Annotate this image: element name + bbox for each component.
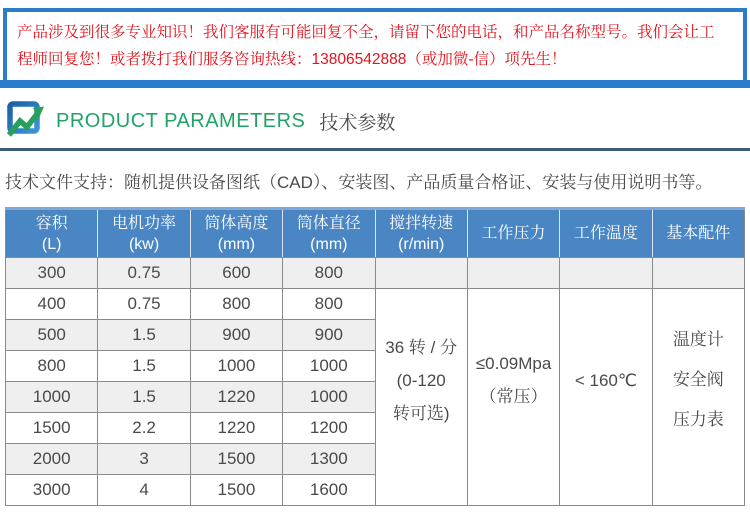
notice-banner [3, 8, 747, 80]
temperature-line: < 160℃ [574, 370, 637, 390]
section-divider [0, 148, 750, 151]
cell-volume: 500 [6, 320, 98, 351]
cell-height: 1220 [190, 382, 282, 413]
cell-volume: 1000 [6, 382, 98, 413]
section-title-zh: 技术参数 [319, 112, 396, 134]
cell-height: 900 [190, 320, 282, 351]
cell-height: 1500 [190, 444, 282, 475]
merged-cell-stir-speed [375, 289, 467, 506]
section-title-en: PRODUCT PARAMETERS [56, 109, 306, 132]
cell-volume: 2000 [6, 444, 98, 475]
speed-line: (0-120 [396, 370, 446, 390]
header-label: 容积 [35, 214, 68, 232]
cell-height: 600 [190, 258, 282, 289]
cell-power: 2.2 [98, 413, 190, 444]
empty-cell [467, 258, 559, 289]
cell-height: 1220 [190, 413, 282, 444]
cell-height: 1000 [190, 351, 282, 382]
banner-bottom-bar [0, 80, 750, 88]
cell-diameter: 1300 [283, 444, 375, 475]
cell-height: 1500 [190, 475, 282, 506]
cell-volume: 1500 [6, 413, 98, 444]
pressure-line: ≤0.09Mpa [475, 354, 552, 373]
column-header-stir-speed [375, 209, 467, 258]
header-label: 筒体直径 [296, 214, 361, 232]
cell-power: 1.5 [98, 382, 190, 413]
column-header-motor-power [98, 209, 190, 258]
cell-volume: 300 [6, 258, 98, 289]
cell-diameter: 1600 [283, 475, 375, 506]
cell-volume: 800 [6, 351, 98, 382]
header-unit: (r/min) [398, 235, 445, 253]
cell-diameter: 1200 [283, 413, 375, 444]
pressure-line: （常压） [479, 387, 548, 406]
accessory-line: 安全阀 [672, 370, 724, 389]
header-label: 基本配件 [666, 225, 731, 242]
speed-line: 转可选) [392, 403, 450, 423]
header-unit: (mm) [217, 235, 256, 253]
header-label: 工作温度 [573, 225, 638, 242]
header-label: 筒体高度 [204, 214, 269, 232]
column-header-barrel-diameter [283, 209, 375, 258]
tech-support-text: 技术文件支持：随机提供设备图纸（CAD）、安装图、产品质量合格证、安装与使用说明书等。 [5, 173, 713, 192]
column-header-basic-accessories [652, 209, 744, 258]
spec-table-header [6, 209, 745, 258]
column-header-work-temperature [560, 209, 652, 258]
notice-line-2: 程师回复您！或者拨打我们服务咨询热线：13806542888（或加微-信）项先生！ [17, 51, 567, 68]
cell-diameter: 1000 [283, 351, 375, 382]
cell-power: 4 [98, 475, 190, 506]
cell-height: 800 [190, 289, 282, 320]
cell-diameter: 800 [283, 258, 375, 289]
merged-cell-work-temperature [560, 289, 652, 506]
column-header-work-pressure [467, 209, 559, 258]
header-unit: (kw) [128, 235, 160, 253]
cell-diameter: 1000 [283, 382, 375, 413]
accessory-line: 压力表 [672, 410, 724, 429]
cell-diameter: 900 [283, 320, 375, 351]
section-header [6, 100, 750, 142]
header-unit: (L) [41, 235, 62, 253]
header-label: 电机功率 [112, 214, 177, 232]
header-unit: (mm) [310, 235, 348, 253]
column-header-volume [6, 209, 98, 258]
header-label: 工作压力 [481, 225, 546, 242]
table-row [6, 258, 745, 289]
empty-cell [560, 258, 652, 289]
empty-cell [652, 258, 744, 289]
cell-power: 0.75 [98, 258, 190, 289]
header-label: 搅拌转速 [389, 214, 454, 232]
merged-cell-work-pressure [467, 289, 559, 506]
cell-power: 0.75 [98, 289, 190, 320]
cell-power: 1.5 [98, 320, 190, 351]
cell-power: 1.5 [98, 351, 190, 382]
cell-volume: 400 [6, 289, 98, 320]
spec-table-body [6, 258, 745, 506]
column-header-barrel-height [190, 209, 282, 258]
chart-zigzag-icon [6, 101, 46, 141]
merged-cell-accessories [652, 289, 744, 506]
empty-cell [375, 258, 467, 289]
cell-diameter: 800 [283, 289, 375, 320]
spec-table [5, 207, 745, 506]
notice-line-1: 产品涉及到很多专业知识！我们客服有可能回复不全，请留下您的电话，和产品名称型号。我们会让工 [17, 24, 715, 41]
cell-volume: 3000 [6, 475, 98, 506]
cell-power: 3 [98, 444, 190, 475]
accessory-line: 温度计 [672, 330, 724, 349]
speed-line: 36 转 / 分 [385, 337, 458, 357]
table-row [6, 289, 745, 320]
header-row [6, 209, 745, 258]
